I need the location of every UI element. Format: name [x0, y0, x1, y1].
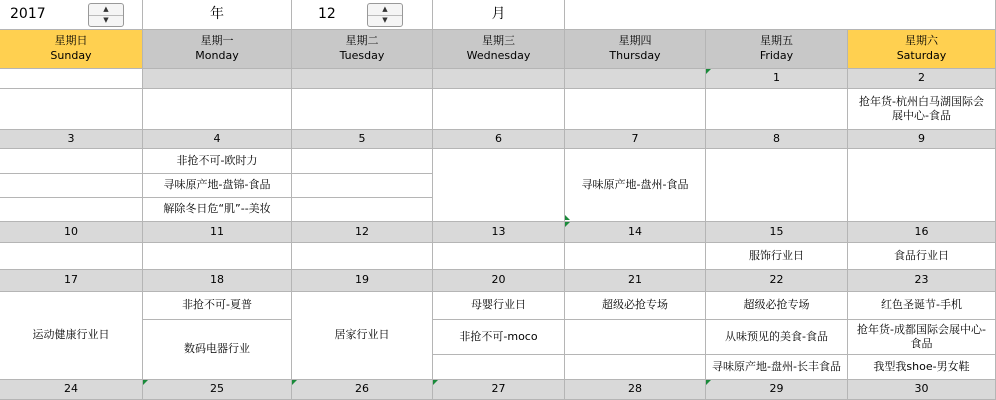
date-cell: 9 — [848, 130, 996, 149]
event-cell[interactable] — [0, 89, 143, 130]
event-cell[interactable]: 解除冬日危“肌”--美妆 — [143, 198, 292, 222]
comment-marker-icon — [433, 380, 438, 385]
date-number: 25 — [210, 382, 224, 396]
date-cell: 24 — [0, 380, 143, 400]
date-cell: 19 — [292, 270, 433, 292]
weekday-header-thursday — [565, 30, 706, 69]
year-spin-up-icon[interactable]: ▲ — [103, 4, 109, 13]
comment-marker-icon — [565, 215, 570, 220]
event-cell[interactable]: 食品行业日 — [848, 243, 996, 270]
month-spin-up-icon[interactable]: ▲ — [382, 4, 388, 13]
event-cell[interactable] — [706, 89, 848, 130]
comment-marker-icon — [706, 69, 711, 74]
weekday-header-monday — [143, 30, 292, 69]
event-cell[interactable]: 抢年货-杭州白马湖国际会展中心-食品 — [848, 89, 996, 130]
event-cell[interactable] — [706, 149, 848, 222]
date-cell: 13 — [433, 222, 565, 243]
comment-marker-icon — [143, 380, 148, 385]
weekday-cn: 星期三 — [482, 34, 515, 48]
event-cell[interactable] — [565, 89, 706, 130]
year-value[interactable]: 2017 — [0, 0, 143, 30]
event-cell[interactable] — [565, 355, 706, 380]
date-cell: 16 — [848, 222, 996, 243]
event-cell[interactable] — [292, 174, 433, 198]
event-cell[interactable] — [433, 243, 565, 270]
date-cell: 30 — [848, 380, 996, 400]
date-cell: 10 — [0, 222, 143, 243]
event-cell[interactable]: 非抢不可-moco — [433, 320, 565, 355]
date-cell — [706, 380, 848, 400]
event-cell[interactable] — [433, 89, 565, 130]
year-unit-label: 年 — [143, 0, 292, 30]
event-cell[interactable] — [565, 243, 706, 270]
date-cell — [143, 69, 292, 89]
event-cell[interactable]: 运动健康行业日 — [0, 292, 143, 380]
weekday-cn: 星期二 — [345, 34, 379, 48]
date-cell — [433, 69, 565, 89]
event-cell[interactable] — [433, 149, 565, 222]
comment-marker-icon — [292, 380, 297, 385]
event-cell[interactable] — [143, 243, 292, 270]
date-cell: 17 — [0, 270, 143, 292]
weekday-header-saturday — [848, 30, 996, 69]
date-cell — [292, 380, 433, 400]
date-cell: 7 — [565, 130, 706, 149]
event-cell[interactable]: 数码电器行业 — [143, 320, 292, 380]
date-cell: 21 — [565, 270, 706, 292]
date-cell: 12 — [292, 222, 433, 243]
event-cell[interactable] — [292, 243, 433, 270]
event-cell[interactable]: 抢年货-成都国际会展中心-食品 — [848, 320, 996, 355]
comment-marker-icon — [706, 380, 711, 385]
weekday-en: Friday — [759, 49, 794, 62]
event-cell[interactable] — [0, 174, 143, 198]
weekday-header-sunday — [0, 30, 143, 69]
weekday-header-tuesday — [292, 30, 433, 69]
date-cell: 15 — [706, 222, 848, 243]
weekday-cn: 星期五 — [760, 34, 793, 48]
event-cell[interactable] — [0, 198, 143, 222]
event-cell[interactable]: 超级必抢专场 — [706, 292, 848, 320]
date-number: 26 — [355, 382, 369, 396]
date-cell — [143, 380, 292, 400]
event-cell[interactable]: 寻味原产地-盘锦-食品 — [143, 174, 292, 198]
date-cell — [565, 69, 706, 89]
event-cell[interactable] — [0, 243, 143, 270]
event-cell[interactable] — [143, 89, 292, 130]
event-cell[interactable] — [292, 89, 433, 130]
event-cell[interactable] — [0, 149, 143, 174]
event-cell[interactable]: 寻味原产地-盘州-长丰食品 — [706, 355, 848, 380]
weekday-en: Monday — [195, 49, 239, 62]
date-cell — [292, 69, 433, 89]
date-cell: 8 — [706, 130, 848, 149]
weekday-cn: 星期一 — [200, 34, 234, 48]
date-number: 29 — [769, 382, 784, 396]
event-cell[interactable]: 居家行业日 — [292, 292, 433, 380]
weekday-cn: 星期四 — [618, 34, 652, 48]
event-cell[interactable]: 母婴行业日 — [433, 292, 565, 320]
date-number: 1 — [773, 71, 780, 85]
date-cell — [0, 69, 143, 89]
date-cell: 22 — [706, 270, 848, 292]
weekday-en: Tuesday — [339, 49, 385, 62]
month-spinner[interactable] — [367, 3, 403, 27]
weekday-header-wednesday — [433, 30, 565, 69]
date-cell — [433, 380, 565, 400]
weekday-cn: 星期日 — [54, 34, 88, 48]
date-cell — [565, 222, 706, 243]
event-cell[interactable] — [292, 198, 433, 222]
event-cell[interactable]: 非抢不可-欧时力 — [143, 149, 292, 174]
event-cell[interactable] — [292, 149, 433, 174]
weekday-en: Saturday — [896, 49, 947, 62]
month-unit-label: 月 — [433, 0, 565, 30]
date-number: 14 — [628, 224, 642, 238]
month-value[interactable]: 12 — [292, 0, 433, 30]
event-cell[interactable]: 红色圣诞节-手机 — [848, 292, 996, 320]
event-cell[interactable] — [565, 320, 706, 355]
year-spinner[interactable] — [88, 3, 124, 27]
event-cell[interactable]: 我型我shoe-男女鞋 — [848, 355, 996, 380]
date-cell: 2 — [848, 69, 996, 89]
event-cell[interactable]: 服饰行业日 — [706, 243, 848, 270]
date-cell: 28 — [565, 380, 706, 400]
date-cell: 5 — [292, 130, 433, 149]
event-cell[interactable]: 从味预见的美食-食品 — [706, 320, 848, 355]
year-spin-down-icon[interactable]: ▼ — [89, 15, 123, 27]
blank-cell — [565, 0, 996, 30]
date-cell: 18 — [143, 270, 292, 292]
weekday-header-friday — [706, 30, 848, 69]
date-cell: 3 — [0, 130, 143, 149]
comment-marker-icon — [565, 222, 570, 227]
event-cell[interactable]: 非抢不可-夏普 — [143, 292, 292, 320]
date-number: 27 — [491, 382, 506, 396]
month-spin-down-icon[interactable]: ▼ — [368, 15, 402, 27]
date-cell: 6 — [433, 130, 565, 149]
date-cell: 4 — [143, 130, 292, 149]
date-cell: 11 — [143, 222, 292, 243]
event-cell[interactable] — [433, 355, 565, 380]
event-cell[interactable]: 超级必抢专场 — [565, 292, 706, 320]
weekday-en: Wednesday — [466, 49, 531, 62]
weekday-en: Sunday — [50, 49, 92, 62]
date-cell: 23 — [848, 270, 996, 292]
event-cell[interactable] — [848, 149, 996, 222]
weekday-en: Thursday — [609, 49, 661, 62]
weekday-cn: 星期六 — [905, 34, 938, 48]
event-cell[interactable]: 寻味原产地-盘州-食品 — [565, 149, 706, 222]
date-cell: 20 — [433, 270, 565, 292]
date-cell — [706, 69, 848, 89]
